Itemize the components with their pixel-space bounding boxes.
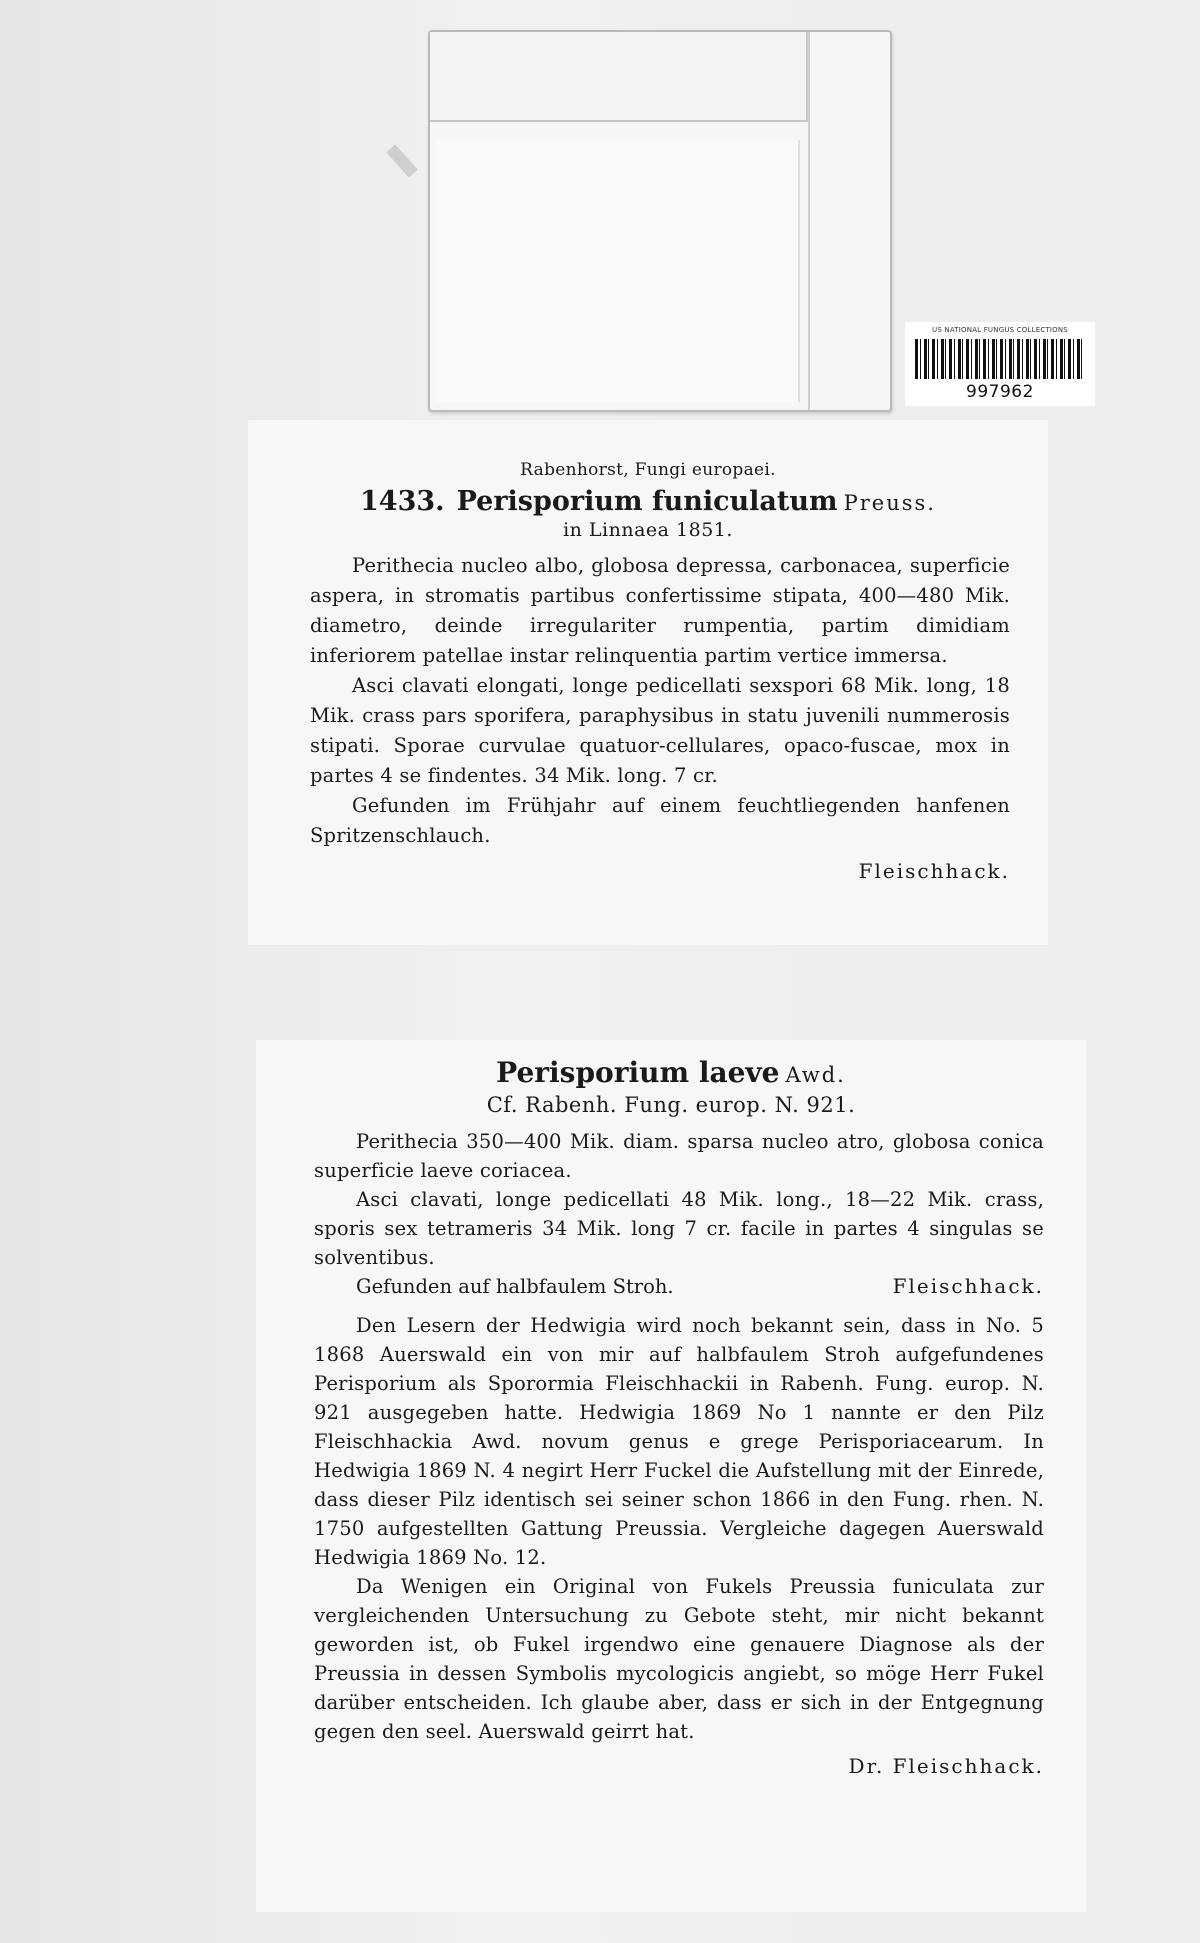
description-paragraph: Perithecia 350—400 Mik. diam. sparsa nucleo atro, globosa conica superficie laeve coriacea. — [314, 1130, 1044, 1182]
description-paragraph: Asci clavati elongati, longe pedicellati sexspori 68 Mik. long, 18 Mik. crass pars sporifera, paraphysibus in statu juvenili nummerosis stipati. Sporae curvulae quatuor-cellulares, opaco-fuscae, mox in partes 4 se findentes. 34 Mik. long. 7 cr. — [310, 674, 1010, 787]
author-signature: Dr. Fleischhack. — [848, 1754, 1044, 1778]
label-heading — [248, 486, 1048, 517]
packet-flap[interactable] — [430, 32, 808, 122]
description-paragraph: Perithecia nucleo albo, globosa depressa, carbonacea, superficie aspera, in stromatis partibus confertissime stipata, 400—480 Mik. diametro, deinde irregulariter rumpentia, partim dimidiam inferiorem patellae instar relinquentia partim vertice immersa. — [310, 554, 1010, 667]
exsiccata-label-1433 — [248, 420, 1048, 945]
taxon-name: Perisporium laeve — [496, 1056, 780, 1089]
taxon-author: Preuss. — [843, 491, 936, 515]
habitat-note: Gefunden auf halbfaulem Stroh. — [356, 1275, 674, 1298]
specimen-packet[interactable] — [428, 30, 892, 412]
collector-signature: Fleischhack. — [858, 859, 1010, 883]
label-heading — [256, 1056, 1086, 1089]
barcode-bars — [915, 339, 1083, 379]
barcode-number: 997962 — [966, 382, 1034, 402]
habitat-row — [314, 1272, 1044, 1301]
taxon-name: Perisporium funiculatum — [456, 486, 838, 517]
series-title: Rabenhorst, Fungi europaei. — [520, 460, 776, 480]
collector-signature: Fleischhack. — [892, 1274, 1044, 1298]
taxon-author: Awd. — [785, 1063, 846, 1087]
packet-body — [436, 140, 800, 402]
packet-fold — [808, 32, 810, 410]
description-paragraph: Asci clavati, longe pedicellati 48 Mik. long., 18—22 Mik. crass, sporis sex tetrameris 34 Mik. long 7 cr. facile in partes 4 singulas se solventibus. — [314, 1188, 1044, 1269]
tape-mark — [386, 144, 418, 177]
literature-citation: in Linnaea 1851. — [563, 519, 733, 541]
description — [314, 1127, 1044, 1778]
commentary-paragraph: Da Wenigen ein Original von Fukels Preussia funiculata zur vergleichenden Untersuchung zu Gebote steht, mir nicht bekannt geworden ist, ob Fukel irgendwo eine genauere Diagnose als der Preussia in dessen Symbolis mycologicis angiebt, so möge Herr Fukel darüber entscheiden. Ich glaube aber, dass er sich in der Entgegnung gegen den seel. Auerswald geirrt hat. — [314, 1575, 1044, 1743]
barcode-label — [905, 322, 1095, 406]
literature-citation: Cf. Rabenh. Fung. europ. N. 921. — [486, 1093, 856, 1117]
barcode-caption: US NATIONAL FUNGUS COLLECTIONS — [932, 326, 1068, 334]
description — [310, 551, 1010, 883]
label-perisporium-laeve — [256, 1040, 1086, 1912]
habitat-note: Gefunden im Frühjahr auf einem feuchtliegenden hanfenen Spritzenschlauch. — [310, 794, 1010, 847]
commentary-paragraph: Den Lesern der Hedwigia wird noch bekannt sein, dass in No. 5 1868 Auerswald ein von mir auf halbfaulem Stroh aufgefundenes Perisporium als Sporormia Fleischhackii in Rabenh. Fung. europ. N. 921 ausgegeben hatte. Hedwigia 1869 No 1 nannte er den Pilz Fleischhackia Awd. novum genus e grege Perisporiacearum. In Hedwigia 1869 N. 4 negirt Herr Fuckel die Aufstellung mit der Einrede, dass dieser Pilz identisch sei seiner schon 1866 in den Fung. rhen. N. 1750 aufgestellten Gattung Preussia. Vergleiche dagegen Auerswald Hedwigia 1869 No. 12. — [314, 1314, 1044, 1569]
exsiccata-number: 1433. — [360, 486, 445, 517]
